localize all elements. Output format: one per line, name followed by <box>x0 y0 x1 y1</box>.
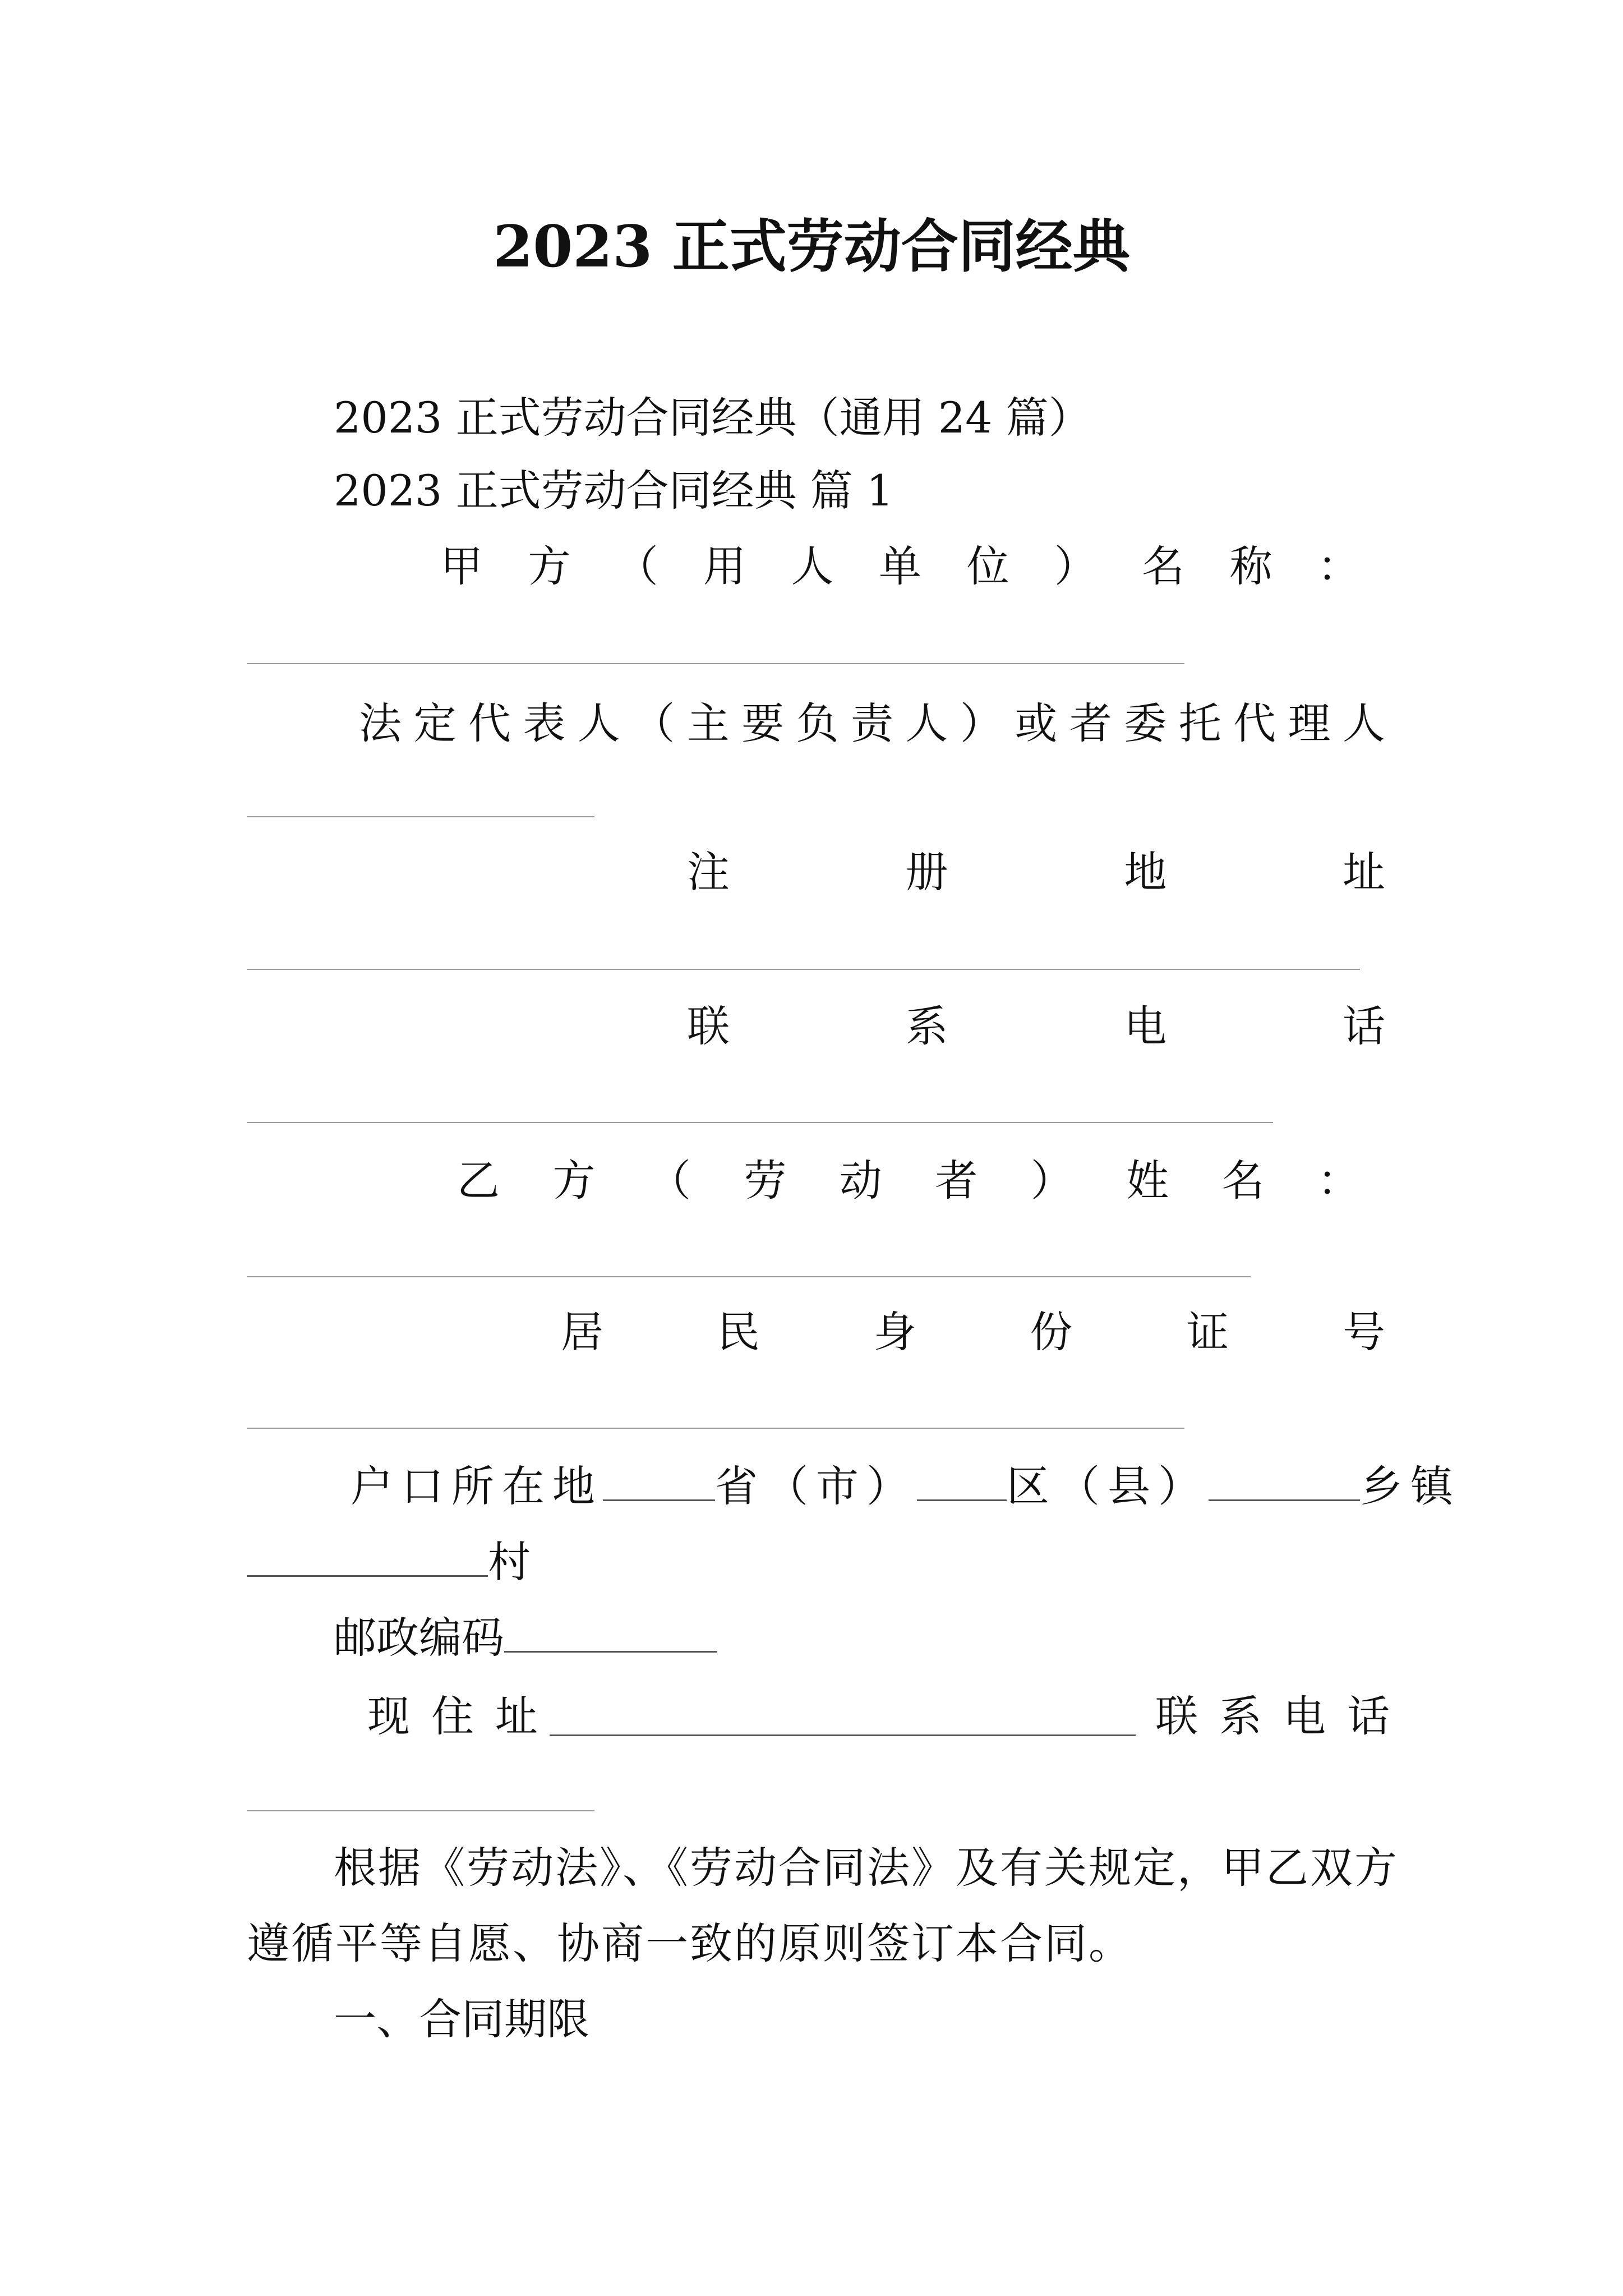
basis-paragraph-line-1: 根据《劳动法》、《劳动合同法》及有关规定，甲乙双方 <box>334 1843 1399 1893</box>
party-b-name-char: 劳 <box>744 1156 787 1205</box>
town-label: 乡镇 <box>1360 1461 1461 1511</box>
basis-paragraph-line-2: 遵循平等自愿、协商一致的原则签订本合同。 <box>247 1918 1133 1968</box>
legal-rep-char: 定 <box>413 698 457 748</box>
hukou-label: 户口所在地 <box>351 1461 603 1511</box>
party-a-name-label <box>440 536 1360 597</box>
registered-address-label <box>687 841 1385 903</box>
id-number-label <box>561 1301 1385 1363</box>
legal-rep-char: 代 <box>1233 698 1276 748</box>
id-number-char: 证 <box>1186 1307 1229 1357</box>
legal-rep-char: 或 <box>1015 698 1058 748</box>
legal-rep-char: ） <box>960 698 1003 748</box>
clause-heading-contract-term: 一、合同期限 <box>334 1994 589 2044</box>
party-a-name-char: 名 <box>1142 541 1185 591</box>
hukou-line <box>351 1456 1461 1517</box>
party-b-name-line <box>247 1276 1251 1277</box>
legal-rep-char: 代 <box>468 698 511 748</box>
reg-address-char: 址 <box>1342 847 1385 897</box>
party-b-name-char: 者 <box>935 1156 978 1205</box>
document-title: 2023 正式劳动合同经典 <box>493 213 1130 280</box>
legal-rep-char: 人 <box>577 698 620 748</box>
reg-address-char: 地 <box>1124 847 1167 897</box>
postcode-blank[interactable] <box>504 1614 717 1653</box>
document-subtitle: 2023 正式劳动合同经典（通用 24 篇） <box>334 393 1091 443</box>
legal-rep-char: 主 <box>686 698 730 748</box>
postcode-label: 邮政编码 <box>334 1613 504 1663</box>
contact-phone-char: 系 <box>905 1001 948 1051</box>
county-label: 区（县） <box>1007 1461 1209 1511</box>
legal-rep-char: 人 <box>905 698 948 748</box>
contact-phone-char: 电 <box>1124 1001 1167 1051</box>
party-a-name-char: 单 <box>878 541 921 591</box>
party-a-name-char: 用 <box>703 541 746 591</box>
section-heading: 2023 正式劳动合同经典 篇 1 <box>334 466 894 516</box>
legal-rep-char: （ <box>632 698 675 748</box>
legal-rep-char: 责 <box>850 698 893 748</box>
party-a-name-line <box>247 663 1184 664</box>
legal-rep-char: 负 <box>796 698 839 748</box>
registered-address-line <box>247 969 1360 970</box>
party-a-name-char: 人 <box>791 541 834 591</box>
town-blank[interactable] <box>1209 1462 1360 1501</box>
party-a-name-char: 位 <box>966 541 1009 591</box>
postcode-line <box>334 1607 717 1669</box>
party-b-name-char: 姓 <box>1126 1156 1169 1205</box>
legal-rep-char: 表 <box>523 698 566 748</box>
village-blank[interactable] <box>247 1538 488 1577</box>
legal-rep-char: 法 <box>359 698 402 748</box>
id-number-char: 居 <box>561 1307 603 1357</box>
current-address-blank[interactable] <box>550 1734 1136 1736</box>
legal-rep-char: 委 <box>1124 698 1167 748</box>
current-phone-label: 联系电话 <box>1155 1691 1411 1741</box>
party-b-name-char: ： <box>1317 1156 1360 1205</box>
legal-representative-label <box>359 693 1385 754</box>
party-b-name-char: 名 <box>1221 1156 1265 1205</box>
contact-phone-line <box>247 1122 1273 1123</box>
legal-rep-char: 人 <box>1342 698 1385 748</box>
party-b-name-char: 方 <box>552 1156 596 1205</box>
party-a-name-char: ： <box>1317 541 1360 591</box>
party-a-name-char: 甲 <box>440 541 483 591</box>
legal-representative-line <box>247 816 594 817</box>
party-b-name-char: （ <box>648 1156 691 1205</box>
party-a-name-char: ） <box>1054 541 1097 591</box>
party-a-name-char: 方 <box>528 541 571 591</box>
village-line <box>247 1531 531 1593</box>
legal-rep-char: 理 <box>1288 698 1331 748</box>
id-number-char: 份 <box>1030 1307 1073 1357</box>
party-b-name-char: 乙 <box>457 1156 500 1205</box>
current-address-label: 现住址 <box>367 1691 559 1741</box>
id-number-char: 民 <box>717 1307 760 1357</box>
reg-address-char: 册 <box>905 847 948 897</box>
legal-rep-char: 者 <box>1069 698 1112 748</box>
id-number-line <box>247 1428 1184 1429</box>
id-number-char: 身 <box>873 1307 916 1357</box>
province-blank[interactable] <box>603 1462 715 1501</box>
reg-address-char: 注 <box>687 847 730 897</box>
id-number-char: 号 <box>1342 1307 1385 1357</box>
village-label: 村 <box>488 1537 531 1587</box>
party-b-name-char: 动 <box>839 1156 882 1205</box>
contact-phone-char: 话 <box>1342 1001 1385 1051</box>
party-b-name-label <box>457 1150 1360 1212</box>
contact-phone-label <box>687 996 1385 1057</box>
party-b-name-char: ） <box>1030 1156 1073 1205</box>
current-phone-line <box>247 1810 594 1811</box>
province-label: 省（市） <box>715 1461 917 1511</box>
district-blank[interactable] <box>917 1462 1007 1501</box>
legal-rep-char: 托 <box>1178 698 1221 748</box>
legal-rep-char: 要 <box>741 698 785 748</box>
party-a-name-char: 称 <box>1229 541 1272 591</box>
party-a-name-char: （ <box>615 541 658 591</box>
contact-phone-char: 联 <box>687 1001 730 1051</box>
